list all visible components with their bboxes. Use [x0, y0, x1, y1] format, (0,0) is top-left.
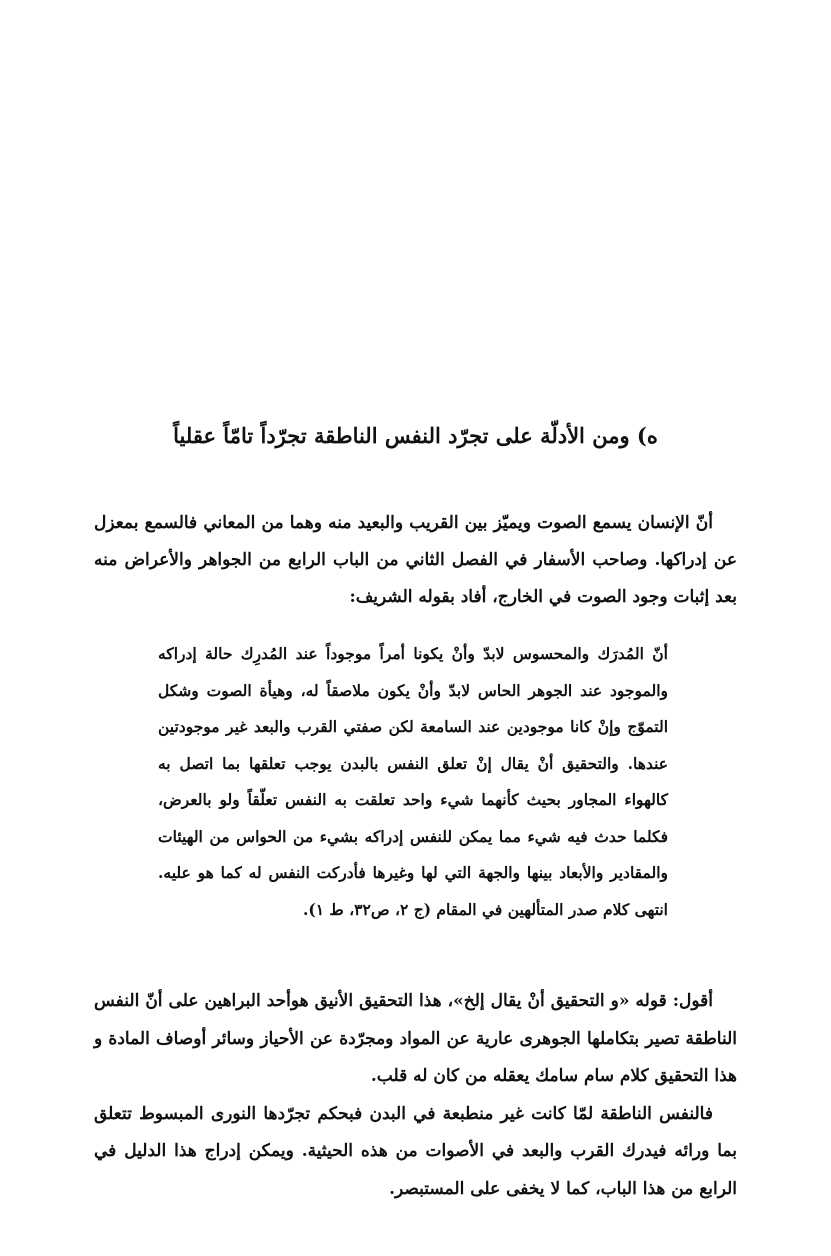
- commentary: [94, 983, 737, 1208]
- commentary-paragraph-2: فالنفس الناطقة لمّا كانت غير منطبعة في البدن فبحكم تجرّدها النورى المبسوط تتعلق بما ورائه فيدرك القرب والبعد في الأصوات من هذه الحيثية. ويمكن إدراج هذا الدليل في الرابع من هذا الباب، كما لا يخفى على المستبصر.: [94, 1103, 737, 1199]
- intro-paragraph: [94, 505, 737, 616]
- section-heading: ه) ومن الأدلّة على تجرّد النفس الناطقة تجرّداً تامّاً عقلياً: [173, 423, 658, 448]
- quote-text: أنّ المُدرَك والمحسوس لابدّ وأنْ يكونا أمراً موجوداً عند المُدرِك حالة إدراكه والموجود عند الجوهر الحاس لابدّ وأنْ يكون ملاصقاً له، وهيأة الصوت وشكل التموّج وإنْ كانا موجودين عند السامعة لكن صفتي القرب والبعد غير موجودتين عندها. والتحقيق أنْ يقال إنْ تعلق النفس بالبدن يوجب تعلقها بما اتصل به كالهواء المجاور بحيث كأنهما شيء واحد تعلقت به النفس تعلّقاً ولو بالعرض، فكلما حدث فيه شيء مما يمكن للنفس إدراكه بشيء من الحواس من الهيئات والمقادير والأبعاد بينها والجهة التي لها وغيرها فأدركت النفس له كما هو عليه. انتهى كلام صدر المتألهين في المقام (ج ٢، ص٣٢، ط ١).: [158, 644, 668, 919]
- commentary-paragraph-1: أقول: قوله «و التحقيق أنْ يقال إلخ»، هذا التحقيق الأنيق هوأحد البراهين على أنّ النفس الناطقة تصير بتكاملها الجوهرى عارية عن المواد ومجرّدة عن الأحياز وسائر أوصاف المادة و هذا التحقيق كلام سام سامك يعقله من كان له قلب.: [94, 991, 737, 1086]
- intro-text: أنّ الإنسان يسمع الصوت ويميّز بين القريب والبعيد منه وهما من المعاني فالسمع بمعزل عن إدراكها. وصاحب الأسفار في الفصل الثاني من الباب الرابع من الجواهر والأعراض منه بعد إثبات وجود الصوت في الخارج، أفاد بقوله الشريف:: [94, 513, 737, 607]
- quoted-passage: [158, 636, 668, 928]
